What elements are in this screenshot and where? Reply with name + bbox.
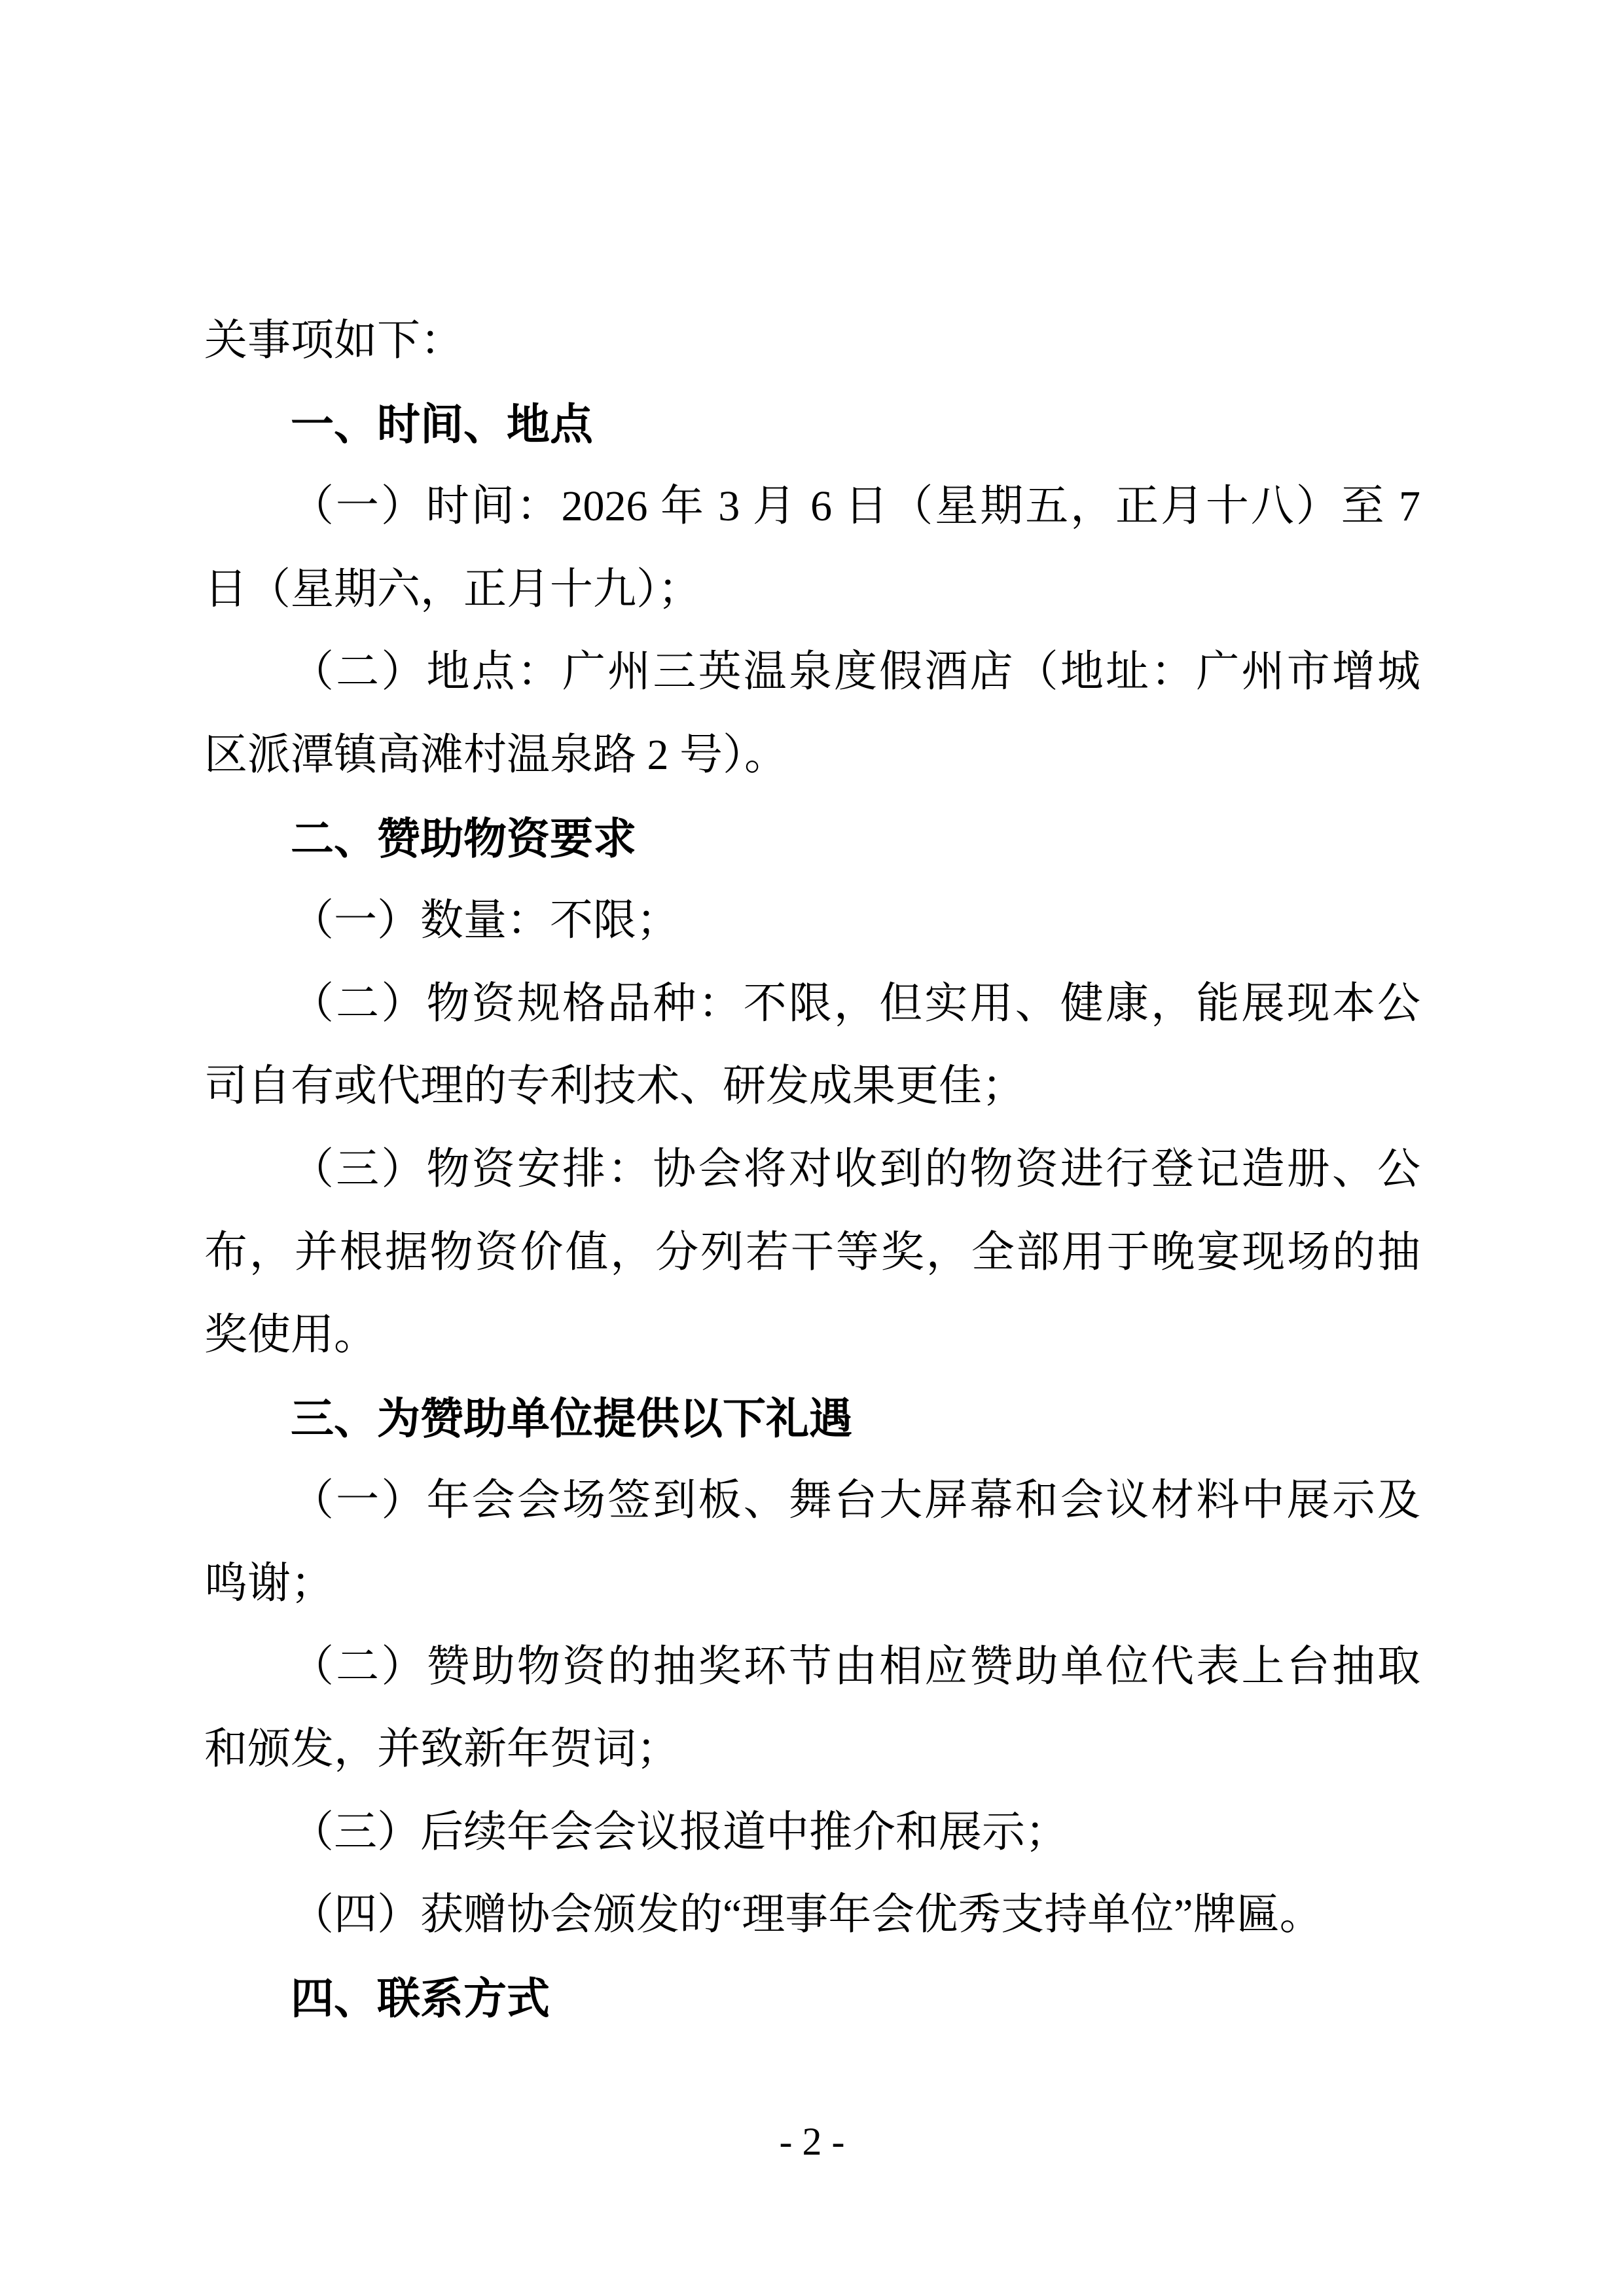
page-number: - 2 -: [779, 2120, 845, 2163]
body-line: 司自有或代理的专利技术、研发成果更佳；: [204, 1062, 1025, 1111]
body-line: 奖使用。: [204, 1311, 377, 1359]
body-line: 日（星期六，正月十九）；: [204, 565, 701, 613]
body-line: 鸣谢；: [204, 1559, 334, 1607]
body-line: （二）物资规格品种：不限，但实用、健康，能展现本公: [291, 979, 1420, 1028]
section-heading: 四、联系方式: [291, 1973, 550, 2022]
section-heading: 三、为赞助单位提供以下礼遇: [291, 1393, 852, 1443]
body-line: 区派潭镇高滩村温泉路 2 号）。: [204, 730, 787, 779]
body-line: （一）时间：2026 年 3 月 6 日（星期五，正月十八）至 7: [291, 482, 1420, 531]
body-line: 关事项如下：: [204, 317, 463, 365]
body-line: （二）地点：广州三英温泉度假酒店（地址：广州市增城: [291, 648, 1420, 696]
body-line: （三）物资安排：协会将对收到的物资进行登记造册、公: [291, 1145, 1420, 1193]
body-line: （二）赞助物资的抽奖环节由相应赞助单位代表上台抽取: [291, 1642, 1420, 1691]
body-line: （三）后续年会会议报道中推介和展示；: [291, 1808, 1068, 1856]
body-line: 和颁发，并致新年贺词；: [204, 1725, 679, 1774]
body-line: （一）年会会场签到板、舞台大屏幕和会议材料中展示及: [291, 1477, 1420, 1525]
body-line: （四）获赠协会颁发的“理事年会优秀支持单位”牌匾。: [291, 1891, 1323, 1939]
body-line: （一）数量：不限；: [291, 897, 679, 945]
body-line: 布，并根据物资价值，分列若干等奖，全部用于晚宴现场的抽: [204, 1228, 1420, 1276]
document-body: [204, 300, 1420, 2039]
section-heading: 二、赞助物资要求: [291, 814, 636, 863]
section-heading: 一、时间、地点: [291, 399, 593, 448]
